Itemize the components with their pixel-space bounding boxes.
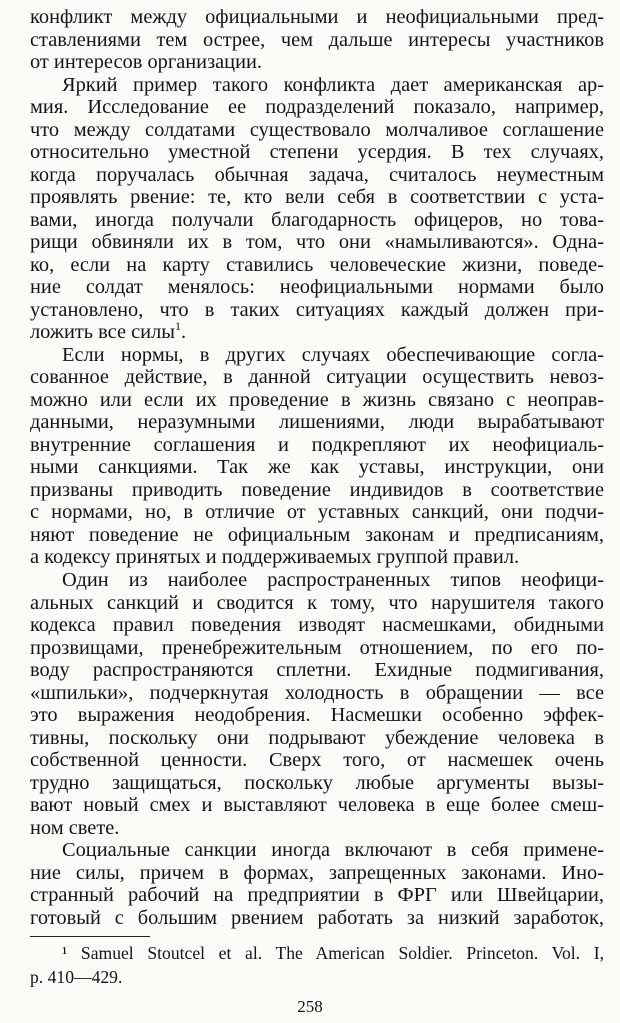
text-line-content: а кодексу принятых и поддерживаемых группой правил. <box>30 546 520 569</box>
text-line-content: установлено, что в таких ситуациях каждый должен при- <box>30 298 604 321</box>
text-line-content: готовый с большим рвением работать за низкий заработок, <box>30 906 604 929</box>
text-line-content: Один из наиболее распространенных типов неофици- <box>62 569 604 591</box>
text-line-content: «шпильки», подчеркнутая холодность в обращении — все <box>30 681 604 704</box>
page-number: 258 <box>297 997 323 1016</box>
text-line-content: можно или если их проведение в жизнь связано с неоправ- <box>30 388 604 411</box>
text-line-content: ставлениями тем острее, чем дальше интересы участников <box>30 28 604 51</box>
text-line-content: внутренние соглашения и подкрепляют их неофициаль- <box>30 433 604 456</box>
text-line-content: это выражения неодобрения. Насмешки особенно эффек- <box>30 704 604 727</box>
text-line-content: тивны, поскольку они подрывают убеждение человека в <box>30 726 604 749</box>
text-line-content: рищи обвиняли их в том, что они «намыливаются». Одна- <box>30 231 604 254</box>
text-line-content: что между солдатами существовало молчаливое соглашение <box>30 118 604 141</box>
text-line-content: воду распространяются сплетни. Ехидные подмигивания, <box>30 659 604 682</box>
text-line-content: конфликт между официальными и неофициальными пред- <box>30 6 604 28</box>
text-line-content: ко, если на карту ставились человеческие жизни, поведе- <box>30 253 604 276</box>
text-line-content: мия. Исследование ее подразделений показало, например, <box>30 96 604 119</box>
text-line-content: альных санкций и сводится к тому, что нарушителя такого <box>30 591 604 614</box>
text-line-content: вают новый смех и выставляют человека в еще более смеш- <box>30 794 604 817</box>
text-line-content: прозвищами, пренебрежительным отношением, по его по- <box>30 636 604 659</box>
text-line-content: ном свете. <box>30 816 120 839</box>
text-line-content: Яркий пример такого конфликта дает американская ар- <box>62 73 604 96</box>
footnote-line <box>30 965 604 989</box>
text-line-content: данными, неразумными лишениями, люди вырабатывают <box>30 411 604 434</box>
footnote-line-content: p. 410—429. <box>30 967 123 987</box>
text-line-tail: . <box>180 321 187 344</box>
footnote-line <box>62 941 604 965</box>
text-line-content: Если нормы, в других случаях обеспечивающие согла- <box>62 343 604 366</box>
text-line-content: ние силы, причем в формах, запрещенных законами. Ино- <box>30 861 604 884</box>
footnote-divider <box>30 936 150 937</box>
text-line-content: относительно уместной степени усердия. В тех случаях, <box>30 141 604 164</box>
text-line-content: трудно защищаться, поскольку любые аргументы вызы- <box>30 771 604 794</box>
text-line-content: от интересов организации. <box>30 51 263 74</box>
text-line-content: собственной ценности. Сверх того, от насмешек очень <box>30 749 604 772</box>
text-line-content: Социальные санкции иногда включают в себя примене- <box>62 839 604 862</box>
text-line-content: проявлять рвение: те, кто вели себя в соответствии с уста- <box>30 186 604 209</box>
footnote-ref[interactable]: 1 <box>174 319 181 334</box>
text-line-content: ложить все силы <box>30 321 175 344</box>
text-line <box>30 905 604 931</box>
footnote-line-content: ¹ Samuel Stoutcel et al. The American Soldier. Princeton. Vol. I, <box>62 943 604 963</box>
text-line-content: ными санкциями. Так же как уставы, инструкции, они <box>30 456 604 479</box>
text-line-content: сованное действие, в данной ситуации осуществить невоз- <box>30 366 604 389</box>
text-line-content: с нормами, но, в отличие от уставных санкций, они подчи- <box>30 501 604 524</box>
text-line-content: кодекса правил поведения изводят насмешками, обидными <box>30 614 604 637</box>
text-line-content: когда поручалась обычная задача, считалось неуместным <box>30 163 604 186</box>
text-line-content: няют поведение не официальным законам и предписаниям, <box>30 523 604 546</box>
text-line-content: странный рабочий на предприятии в ФРГ или Швейцарии, <box>30 884 604 907</box>
text-line-content: ние солдат менялось: неофициальными нормами было <box>30 276 604 299</box>
text-line-content: вами, иногда получали благодарность офицеров, но това- <box>30 208 604 231</box>
text-line-content: призваны приводить поведение индивидов в соответствие <box>30 478 604 501</box>
